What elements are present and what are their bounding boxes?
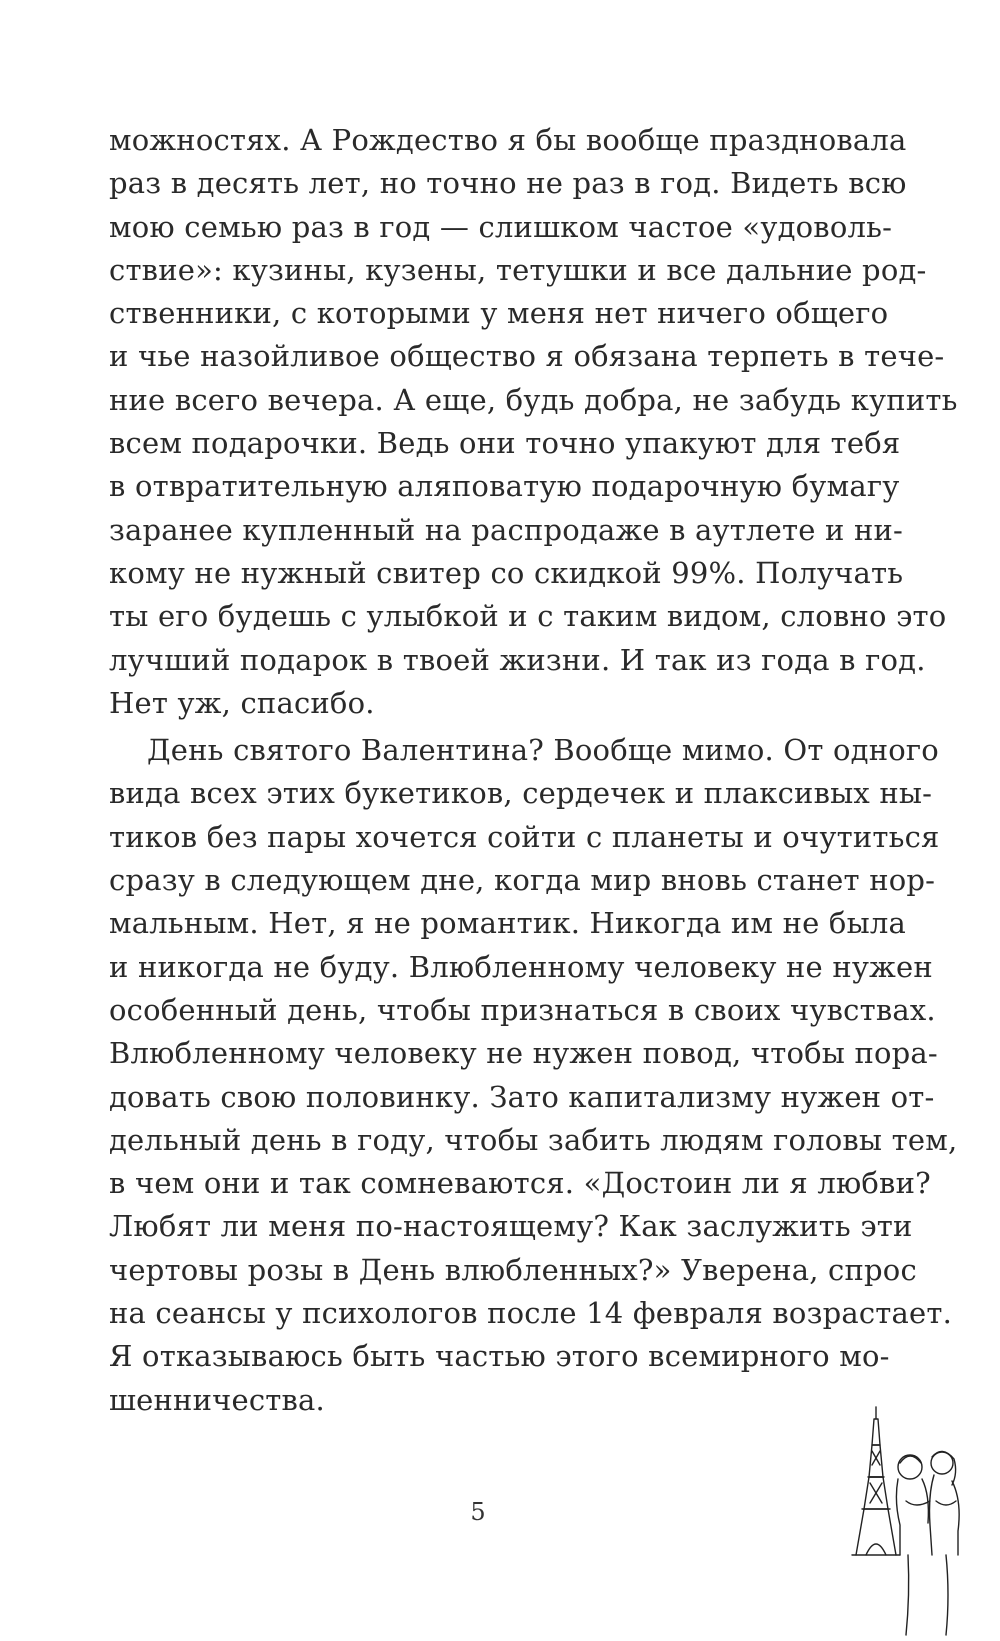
text-line: ние всего вечера. А еще, будь добра, не забудь купить [109,382,958,417]
text-line: Я отказываюсь быть частью этого всемирного мо- [109,1339,890,1374]
text-line: Влюбленному человеку не нужен повод, чтобы пора- [109,1036,938,1071]
text-line: чертовы розы в День влюбленных?» Уверена, спрос [109,1252,917,1287]
text-line: тиков без пары хочется сойти с планеты и очутиться [109,819,940,854]
eiffel-tower-couple-illustration-icon [850,1405,970,1641]
text-line: в чем они и так сомневаются. «Достоин ли я любви? [109,1166,931,1201]
text-line: на сеансы у психологов после 14 февраля возрастает. [109,1296,953,1331]
text-line: ты его будешь с улыбкой и с таким видом, словно это [109,599,947,634]
text-line: дельный день в году, чтобы забить людям головы тем, [109,1122,958,1157]
text-line: довать свою половинку. Зато капитализму нужен от- [109,1079,935,1114]
text-line: в отвратительную аляповатую подарочную бумагу [109,469,900,504]
text-line: всем подарочки. Ведь они точно упакуют для тебя [109,426,901,461]
text-line: ственники, с которыми у меня нет ничего общего [109,296,889,331]
text-line: лучший подарок в твоей жизни. И так из года в год. [109,642,926,677]
text-line: сразу в следующем дне, когда мир вновь станет нор- [109,863,936,898]
text-line: шенничества. [109,1382,325,1417]
text-line: и чье назойливое общество я обязана терпеть в тече- [109,339,945,374]
text-line: ствие»: кузины, кузены, тетушки и все дальние род- [109,252,927,287]
body-text [109,119,958,1422]
text-line: можностях. А Рождество я бы вообще праздновала [109,123,907,157]
text-line: заранее купленный на распродаже в аутлете и ни- [109,512,904,547]
page-number: 5 [470,1498,486,1526]
text-line: мальным. Нет, я не романтик. Никогда им не была [109,906,906,941]
text-line: День святого Валентина? Вообще мимо. От одного [147,733,939,768]
text-line: кому не нужный свитер со скидкой 99%. Получать [109,555,904,590]
text-line: особенный день, чтобы признаться в своих чувствах. [109,992,936,1027]
text-line: Любят ли меня по-настоящему? Как заслужить эти [109,1209,913,1244]
text-line: Нет уж, спасибо. [109,685,375,720]
text-line: раз в десять лет, но точно не раз в год. Видеть всю [109,166,907,201]
text-line: мою семью раз в год — слишком частое «удоволь- [109,209,893,244]
text-line: и никогда не буду. Влюбленному человеку не нужен [109,949,933,984]
text-line: вида всех этих букетиков, сердечек и плаксивых ны- [109,776,933,811]
